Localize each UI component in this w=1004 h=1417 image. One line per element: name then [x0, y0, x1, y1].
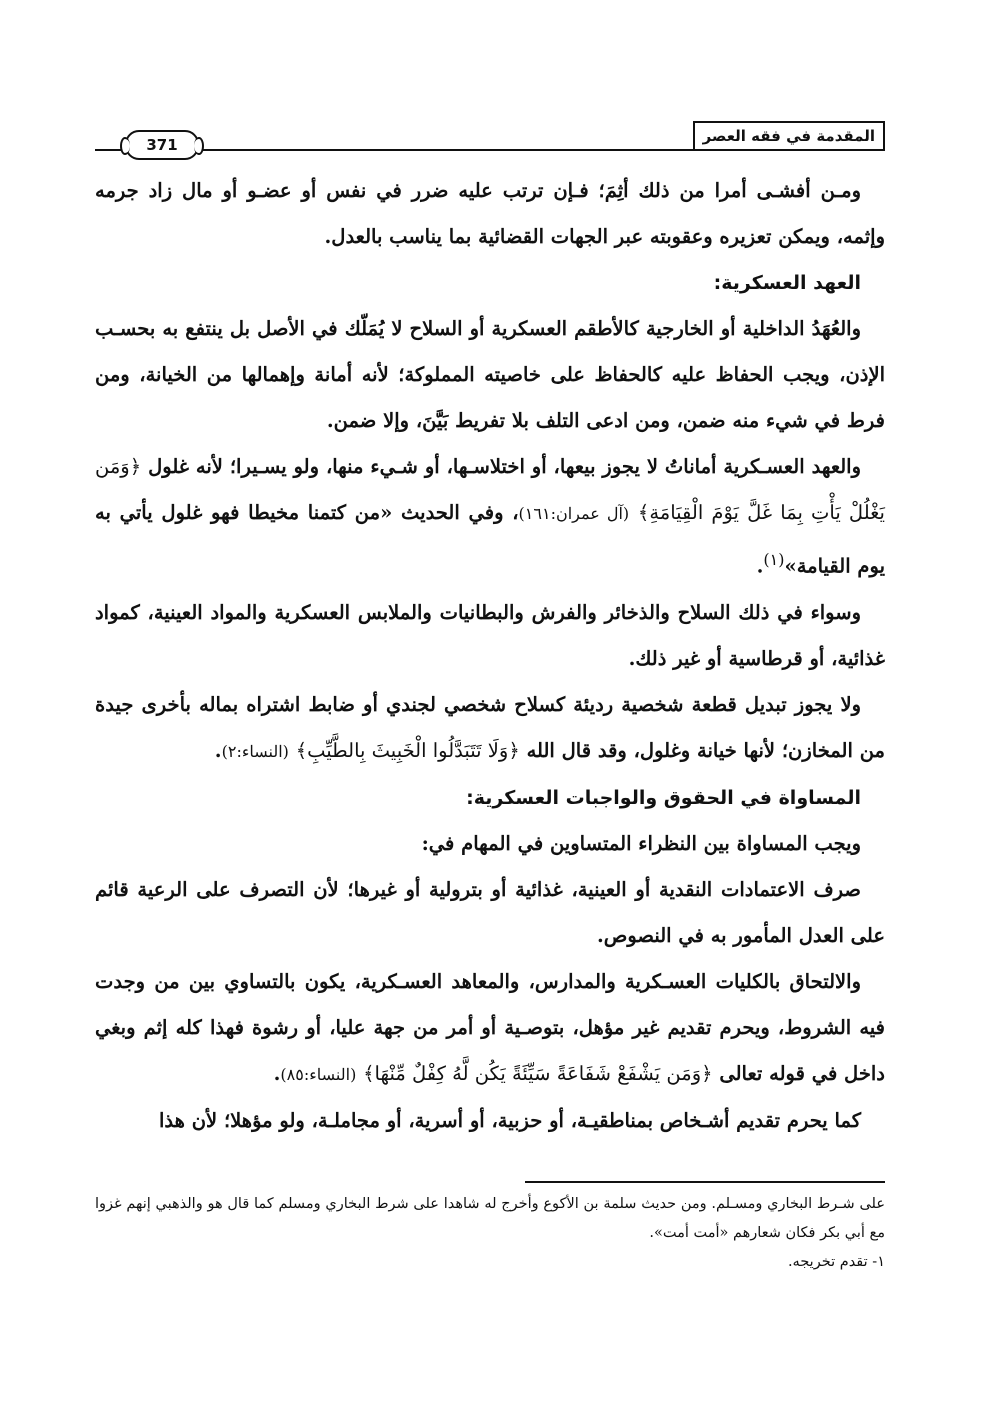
- paragraph-text: والعهد العسـكرية أماناتُ لا يجوز بيعها، أو اختلاسـها، أو شـيء منها، ولو يسـيرا؛ لأنه غلول: [148, 455, 861, 478]
- footnotes: [95, 1190, 885, 1277]
- header-rule: [95, 149, 885, 151]
- quran-bracket-open: ﴿: [508, 738, 520, 762]
- footnote-item: ١- تقدم تخريجه.: [787, 1254, 885, 1270]
- quran-bracket-close: ﴾: [637, 501, 650, 524]
- quran-verse: وَمَن يَغْلُلْ يَأْتِ بِمَا غَلَّ يَوْمَ الْقِيَامَةِ: [95, 455, 885, 524]
- verse-reference: (النساء:٨٥): [280, 1064, 357, 1084]
- quran-bracket-open: ﴿: [129, 455, 142, 478]
- paragraph: وسواء في ذلك السلاح والذخائر والفرش والبطانيات والملابس العسكرية والمواد العينية، كمواد غذائية، أو قرطاسية أو غير ذلك.: [95, 600, 885, 670]
- body-text: [95, 168, 885, 1144]
- paragraph-text: ولا يجوز تبديل قطعة شخصية رديئة كسلاح شخصي لجندي أو ضابط اشتراه بماله بأخرى جيدة من المخازن؛ لأنها خيانة وغلول، وقد قال الله: [95, 692, 885, 762]
- verse-reference: (النساء:٢): [221, 741, 289, 761]
- quran-bracket-close: ﴾: [295, 738, 308, 762]
- paragraph: ويجب المساواة بين النظراء المتساوين في المهام في:: [421, 831, 861, 855]
- paragraph-end: .: [756, 554, 764, 578]
- section-heading: العهد العسكرية:: [713, 272, 861, 294]
- paragraph-end: .: [214, 738, 222, 762]
- paragraph: والعُهَدُ الداخلية أو الخارجية كالأطقم العسكرية أو السلاح لا يُمَلّك في الأصل بل ينتفع به بحسـب الإذن، ويجب الحفاظ عليه كالحفاظ على خاصيته المملوكة؛ لأنه أمانة وإهمالها من الخيانة، ومن فرط في شيء منه ضمن، ومن ادعى التلف بلا تفريط بَيَّنَ، وإلا ضمن.: [95, 317, 885, 432]
- paragraph-text: ، وفي الحديث «من كتمنا مخيطا فهو غلول يأتي به يوم القيامة»: [95, 501, 885, 578]
- page-number: 371: [125, 130, 199, 160]
- paragraph: صرف الاعتمادات النقدية أو العينية، غذائية أو بترولية أو غيرها؛ لأن التصرف على الرعية قائم على العدل المأمور به في النصوص.: [95, 877, 885, 947]
- quran-verse: وَمَن يَشْفَعْ شَفَاعَةً سَيِّئَةً يَكُن لَّهُ كِفْلٌ مِّنْهَا: [374, 1061, 702, 1085]
- page-header: [95, 117, 885, 154]
- paragraph: [95, 959, 885, 1098]
- running-title: المقدمة في فقه العصر: [693, 121, 885, 149]
- footnote-marker: (١): [763, 550, 785, 569]
- paragraph: ومـن أفشـى أمرا من ذلك أثِمَ؛ فـإن ترتب عليه ضرر في نفس أو عضـو أو مال زاد جرمه وإثمه، ويمكن تعزيره وعقوبته عبر الجهات القضائية بما يناسب بالعدل.: [95, 179, 885, 248]
- paragraph-text: والالتحاق بالكليات العسـكرية والمدارس، والمعاهد العسـكرية، يكون بالتساوي بين من وجدت فيه الشروط، ويحرم تقديم غير مؤهل، بتوصـية أو أمر من جهة عليا، أو رشوة فهذا كله إثم وبغي داخل في قوله تعالى: [95, 969, 885, 1085]
- paragraph: [95, 682, 885, 775]
- footnote-separator: [525, 1181, 885, 1183]
- section-heading: المساواة في الحقوق والواجبات العسكرية:: [466, 786, 861, 809]
- quran-verse: وَلَا تَتَبَدَّلُوا الْخَبِيثَ بِالطَّيِّبِ: [307, 738, 509, 762]
- quran-bracket-close: ﴾: [363, 1061, 375, 1085]
- verse-reference: (آل عمران:١٦١): [518, 504, 630, 523]
- quran-bracket-open: ﴿: [701, 1061, 713, 1085]
- footnote-continuation: على شـرط البخاري ومسـلم. ومن حديث سلمة بن الأكوع وأخرج له شاهدا على شرط البخاري ومسلم كما قال هو والذهبي إنهم غزوا مع أبي بكر فكان شعارهم «أمت أمت».: [95, 1196, 885, 1241]
- paragraph-end: .: [273, 1061, 281, 1085]
- paragraph: كما يحرم تقديم أشـخاص بمناطقيـة، أو حزبية، أو أسرية، أو مجاملـة، ولو مؤهلا؛ لأن هذا: [159, 1108, 861, 1132]
- paragraph: [95, 444, 885, 590]
